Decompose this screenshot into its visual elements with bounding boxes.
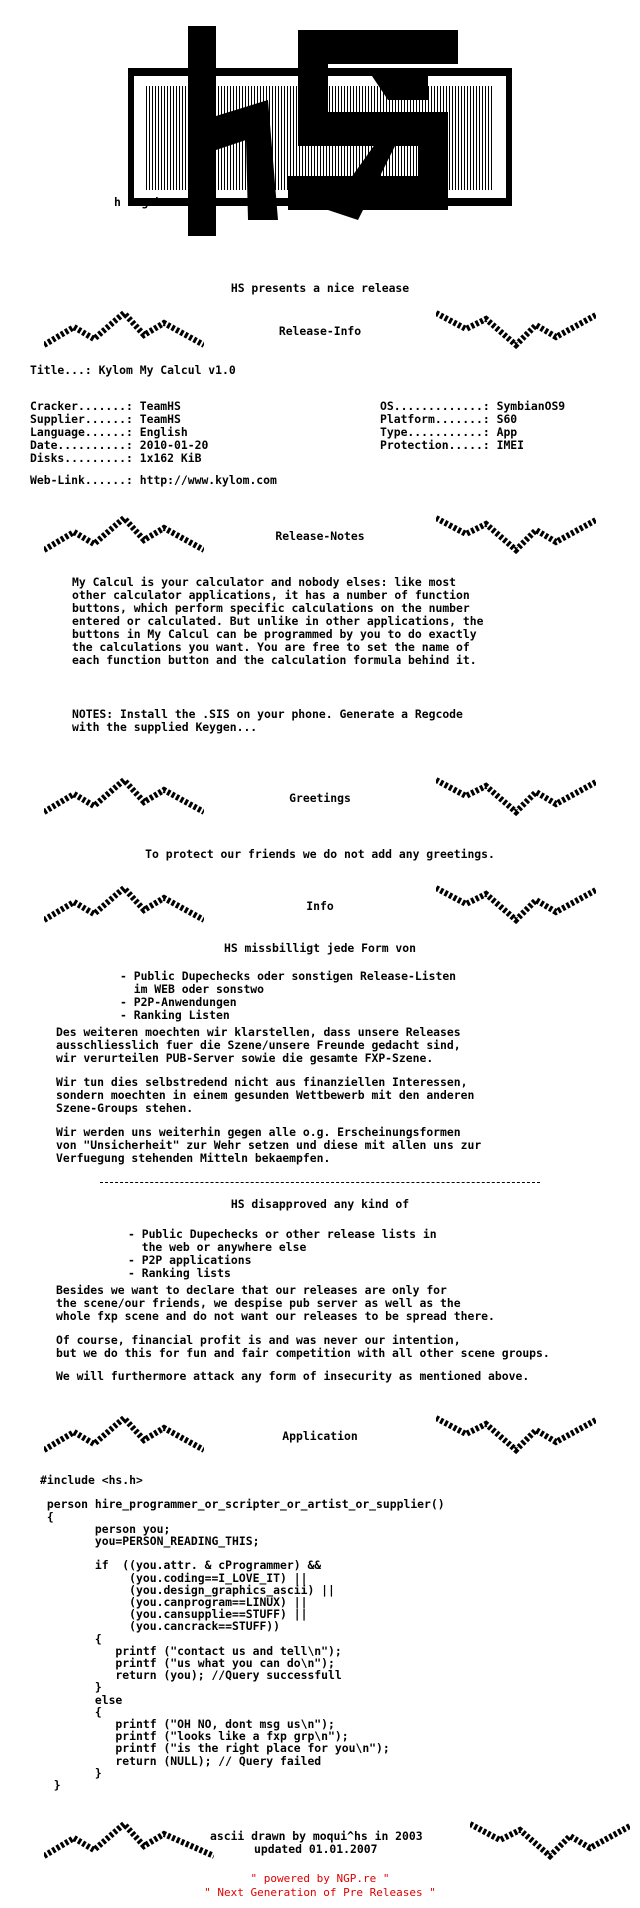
code-line: } [40,1680,102,1695]
code-line: printf ("OH NO, dont msg us\n"); [40,1717,335,1732]
info-en-heading: HS disapproved any kind of [230,1197,410,1211]
info-de-p1 [56,1026,461,1065]
release-right-fields [380,400,565,452]
field-disks: Disks.........: 1x162 KiB [30,451,202,465]
divider-ornament-right [470,1816,630,1864]
footer-updated: updated 01.01.2007 [254,1842,378,1856]
presents-line: HS presents a nice release [230,281,410,295]
code-line: (you.design_graphics_ascii) || [40,1582,335,1597]
code-line: (you.canprogram==LINUX) || [40,1595,308,1609]
info-de-heading: HS missbilligt jede Form von [223,941,417,955]
section-title: Application [282,1429,358,1443]
release-left-fields [30,400,208,465]
notes-line: My Calcul is your calculator and nobody elses: like most [72,575,457,589]
list-item: the web or anywhere else [128,1240,307,1254]
info-de-list [120,970,456,1022]
text-line: ausschliesslich fuer die Szene/unsere Freunde gedacht sind, [56,1038,461,1052]
code-line: you=PERSON_READING_THIS; [40,1534,260,1548]
footer-credit: ascii drawn by moqui^hs in 2003 [210,1829,423,1843]
list-item: - P2P-Anwendungen [120,995,237,1009]
code-line: printf ("contact us and tell\n"); [40,1643,342,1658]
text-line: We will furthermore attack any form of insecurity as mentioned above. [56,1369,530,1383]
notes-line: entered or calculated. But unlike in other applications, the [72,614,484,628]
release-title: Title...: Kylom My Calcul v1.0 [30,363,236,377]
code-block [40,1474,445,1791]
field-date: Date..........: 2010-01-20 [30,438,209,452]
notes-line: with the supplied Keygen... [72,720,258,734]
field-type: Type...........: App [380,425,518,439]
logo-tag-high: h i g h [114,195,163,209]
field-protection: Protection.....: IMEI [380,438,525,452]
info-en-list [128,1228,437,1280]
code-line: { [40,1704,102,1719]
text-line: wir verurteilen PUB-Server sowie die gesamte FXP-Szene. [56,1051,434,1065]
text-line: Des weiteren moechten wir klarstellen, dass unsere Releases [56,1025,461,1039]
notes-line: buttons in My Calcul can be programmed by you to do exactly [72,627,477,641]
text-line: Besides we want to declare that our releases are only for [56,1283,447,1297]
code-line: person hire_programmer_or_scripter_or_artist_or_supplier() [40,1497,445,1512]
notes-line: buttons, which perform specific calculations on the number [72,601,470,615]
text-line: sondern moechten in einem gesunden Wettbewerb mit den anderen [56,1088,475,1102]
list-item: - Ranking Listen [120,1008,230,1022]
separator-greetings [0,772,640,824]
separator-info [0,880,640,932]
code-line: (you.cancrack==STUFF)) [40,1619,281,1634]
code-line: { [40,1631,102,1646]
info-en-p2 [56,1334,550,1360]
list-item: - Public Dupechecks or other release lists in [128,1227,437,1241]
divider-ornament-left [44,1816,214,1864]
notes-line: NOTES: Install the .SIS on your phone. Generate a Regcode [72,707,463,721]
text-line: Wir tun dies selbstredend nicht aus finanziellen Interessen, [56,1075,468,1089]
notes-line: other calculator applications, it has a number of function [72,588,470,602]
code-line: printf ("looks like a fxp grp\n"); [40,1729,349,1744]
code-line: printf ("is the right place for you\n"); [40,1741,390,1756]
powered-tagline: " Next Generation of Pre Releases " [204,1886,436,1899]
code-line: (you.cansupplie==STUFF) || [40,1607,308,1622]
text-line: Szene-Groups stehen. [56,1101,194,1115]
notes-paragraph [72,576,483,667]
section-title: Greetings [289,791,351,805]
list-item: - P2P applications [128,1253,252,1267]
greetings-text: To protect our friends we do not add any greetings. [145,847,495,861]
section-title: Info [306,899,334,913]
list-item: - Ranking lists [128,1266,231,1280]
code-line: { [40,1509,54,1524]
code-line: (you.coding==I_LOVE_IT) || [40,1570,308,1585]
text-line: Wir werden uns weiterhin gegen alle o.g. Erscheinungsformen [56,1125,461,1139]
code-line: return (you); //Query successfull [40,1668,342,1683]
separator-release-notes [0,510,640,562]
text-line: Of course, financial profit is and was never our intention, [56,1333,461,1347]
notes-line: each function button and the calculation formula behind it. [72,653,477,667]
list-item: im WEB oder sonstwo [120,982,265,996]
section-title: Release-Info [278,324,362,338]
text-line: whole fxp scene and do not want our releases to be spread there. [56,1309,495,1323]
notes-install [72,708,463,734]
field-language: Language......: English [30,425,188,439]
section-title: Release-Notes [275,529,365,543]
logo-tag-society: s o c i e t y [314,195,404,209]
separator-release-info [0,305,640,357]
code-line: } [40,1778,61,1793]
logo-art [128,20,512,258]
code-line: else [40,1692,123,1707]
code-line: person you; [40,1521,171,1536]
info-en-p3 [56,1370,529,1383]
field-cracker: Cracker.......: TeamHS [30,399,181,413]
code-line: #include <hs.h> [40,1473,143,1487]
field-supplier: Supplier......: TeamHS [30,412,181,426]
code-line: return (NULL); // Query failed [40,1753,322,1768]
field-platform: Platform.......: S60 [380,412,518,426]
info-en-p1 [56,1284,495,1323]
divider-line [100,1182,540,1183]
text-line: but we do this for fun and fair competition with all other scene groups. [56,1346,550,1360]
info-de-p2 [56,1076,474,1115]
code-line: printf ("us what you can do\n"); [40,1656,335,1671]
list-item: - Public Dupechecks oder sonstigen Release-Listen [120,969,457,983]
text-line: the scene/our friends, we despise pub server as well as the [56,1296,461,1310]
info-de-p3 [56,1126,481,1165]
powered-by: " powered by NGP.re " [250,1872,390,1885]
code-line: if ((you.attr. & cProgrammer) && [40,1558,322,1573]
notes-line: the calculations you want. You are free to set the name of [72,640,470,654]
text-line: von "Unsicherheit" zur Wehr setzen und diese mit allen uns zur [56,1138,482,1152]
text-line: Verfuegung stehenden Mitteln bekaempfen. [56,1151,331,1165]
code-line: } [40,1765,102,1780]
hs-logo [114,20,512,258]
separator-application [0,1410,640,1462]
field-os: OS.............: SymbianOS9 [380,399,566,413]
field-weblink: Web-Link......: http://www.kylom.com [30,473,277,487]
